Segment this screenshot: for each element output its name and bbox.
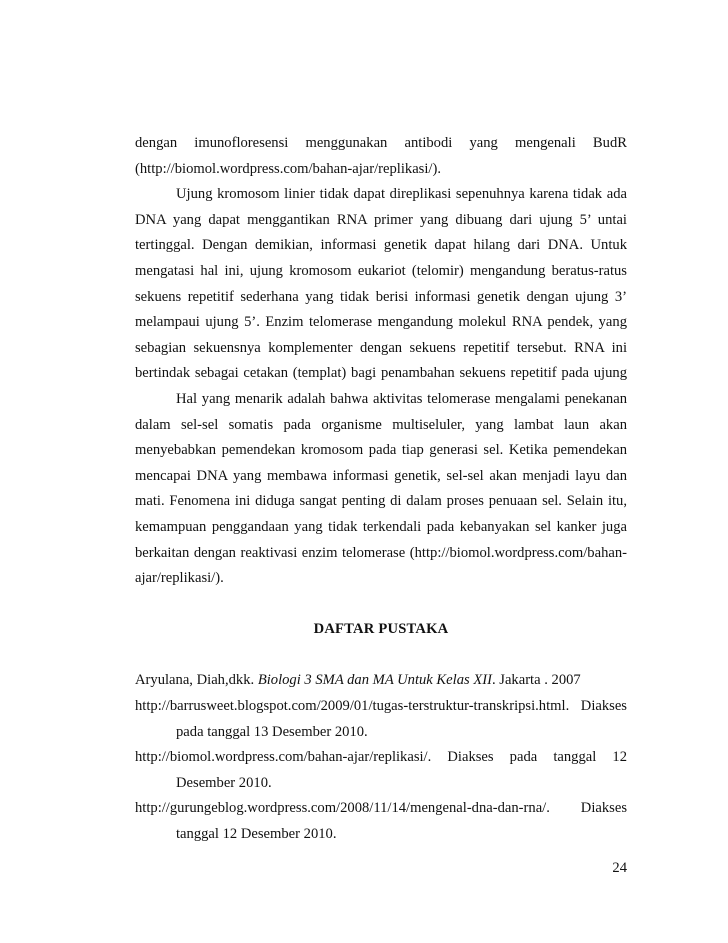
- body-line: bertindak sebagai cetakan (templat) bagi penambahan sekuens repetitif pada ujung: [135, 365, 627, 382]
- body-line: sebagian sekuensnya komplementer dengan sekuens repetitif tersebut. RNA ini: [135, 339, 627, 356]
- paragraph-telomerase-activity: [135, 387, 627, 592]
- body-line: kemampuan penggandaan yang tidak terkendali pada kebanyakan sel kanker juga: [135, 518, 627, 535]
- body-line: tertinggal. Dengan demikian, informasi genetik dapat hilang dari DNA. Untuk: [135, 237, 627, 254]
- reference-access-date: tanggal 12 Desember 2010.: [176, 826, 337, 843]
- body-line: melampaui ujung 5’. Enzim telomerase mengandung molekul RNA pendek, yang: [135, 314, 627, 331]
- body-line: dalam sel-sel somatis pada organisme multiseluler, yang lambat laun akan: [135, 416, 627, 433]
- reference-entry: [135, 668, 627, 694]
- body-line: DNA yang dapat menggantikan RNA primer yang dibuang dari ujung 5’ untai: [135, 211, 627, 228]
- reference-publisher: . Jakarta . 2007: [491, 672, 581, 689]
- reference-access-date: pada tanggal 13 Desember 2010.: [176, 723, 368, 740]
- body-line: Ujung kromosom linier tidak dapat direplikasi sepenuhnya karena tidak ada: [176, 186, 627, 203]
- body-line: (http://biomol.wordpress.com/bahan-ajar/replikasi/).: [135, 160, 441, 177]
- body-line: berkaitan dengan reaktivasi enzim telomerase (http://biomol.wordpress.com/bahan-: [135, 544, 627, 561]
- reference-access-date: Desember 2010.: [176, 774, 272, 791]
- body-line: mencapai DNA yang membawa informasi genetik, sel-sel akan menjadi layu dan: [135, 467, 627, 484]
- spacer: [135, 643, 627, 669]
- body-line: ajar/replikasi/).: [135, 570, 224, 587]
- body-line: mati. Fenomena ini diduga sangat penting di dalam proses penuaan sel. Selain itu,: [135, 493, 627, 510]
- body-line: Hal yang menarik adalah bahwa aktivitas telomerase mengalami penekanan: [176, 390, 627, 407]
- paragraph-telomere-replication: [135, 182, 627, 387]
- paragraph-continuation: [135, 131, 627, 182]
- reference-link[interactable]: http://biomol.wordpress.com/bahan-ajar/replikasi/. Diakses pada tanggal 12: [135, 749, 627, 766]
- reference-author: Aryulana, Diah,dkk.: [135, 672, 255, 689]
- body-line: mengatasi hal ini, ujung kromosom eukariot (telomir) mengandung beratus-ratus: [135, 262, 627, 279]
- reference-link[interactable]: http://gurungeblog.wordpress.com/2008/11/14/mengenal-dna-dan-rna/. Diakses: [135, 800, 627, 817]
- body-line: sekuens repetitif sederhana yang tidak berisi informasi genetik dengan ujung 3’: [135, 288, 627, 305]
- reference-link[interactable]: http://barrusweet.blogspot.com/2009/01/tugas-terstruktur-transkripsi.html. Diakses: [135, 698, 627, 715]
- spacer: [135, 592, 627, 618]
- page-number: 24: [612, 860, 627, 876]
- body-line: menyebabkan pemendekan kromosom pada tiap generasi sel. Ketika pemendekan: [135, 442, 627, 459]
- reference-title: Biologi 3 SMA dan MA Untuk Kelas XII: [257, 672, 492, 689]
- body-line: dengan imunofloresensi menggunakan antibodi yang mengenali BudR: [135, 135, 627, 151]
- section-heading: DAFTAR PUSTAKA: [313, 621, 449, 638]
- page-content: [135, 131, 627, 848]
- reference-list: [135, 668, 627, 847]
